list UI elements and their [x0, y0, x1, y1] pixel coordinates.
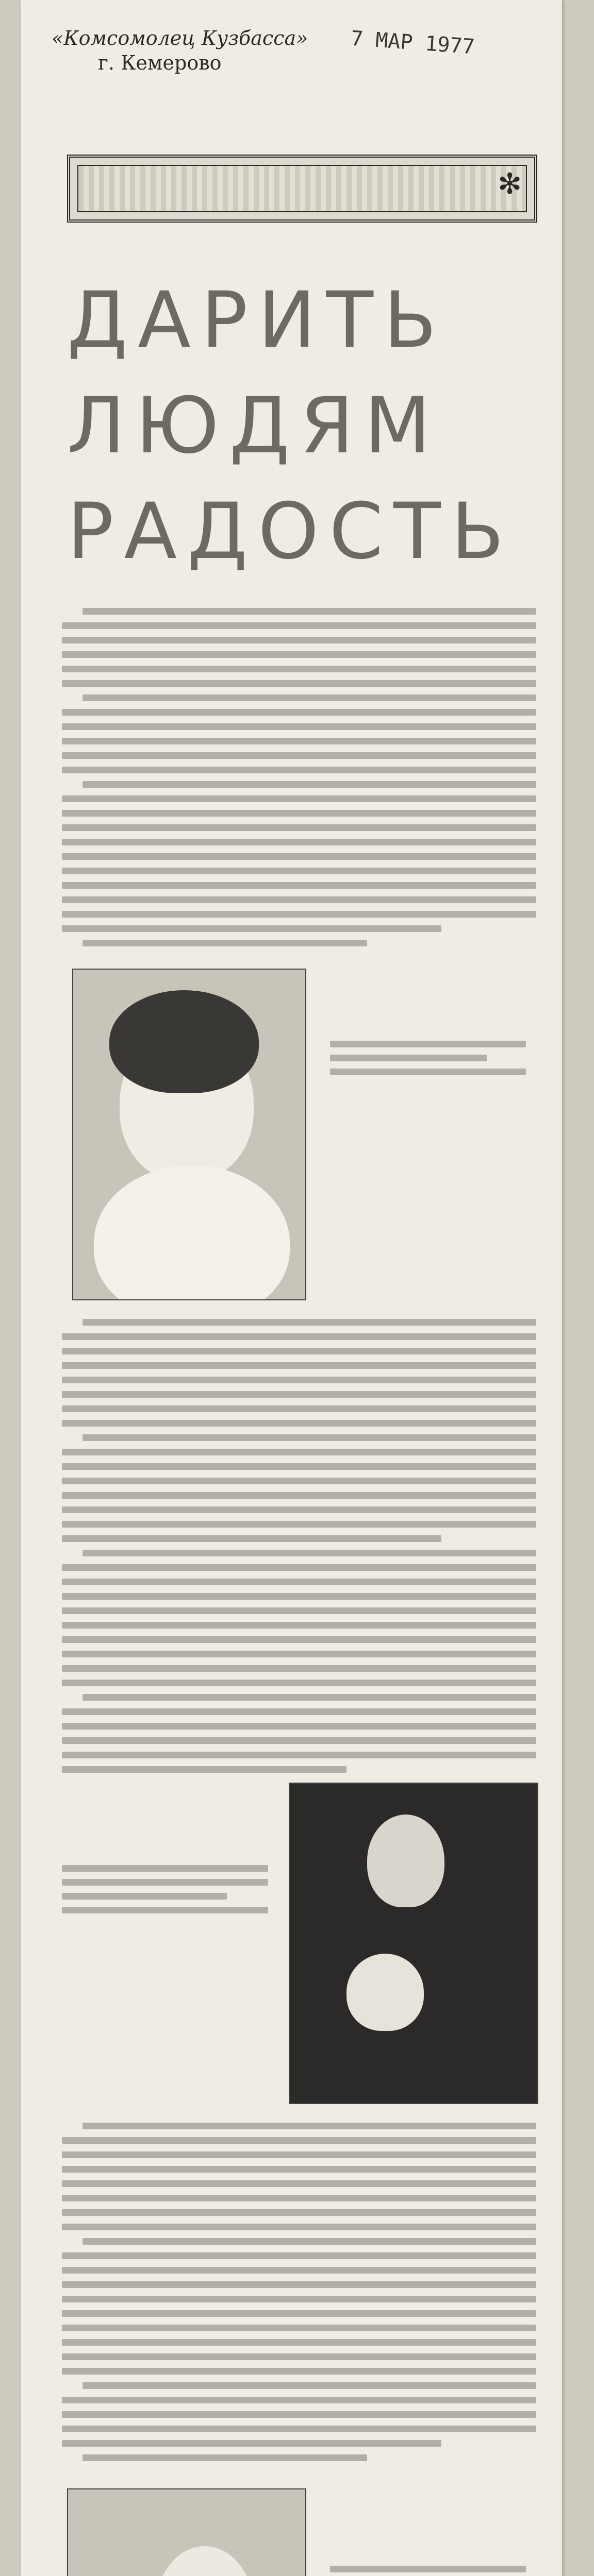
intro-text [62, 608, 536, 954]
portrait-photo-2 [289, 1783, 538, 2104]
photo-caption-2 [62, 1865, 268, 1921]
interview-1-text [62, 1319, 536, 1781]
newspaper-name: «Комсомолец Кузбасса» [52, 27, 308, 49]
headline-line: ДАРИТЬ [67, 276, 447, 365]
headline-line: РАДОСТЬ [67, 487, 515, 577]
headline-line: ЛЮДЯМ [67, 381, 441, 471]
rubric-banner [67, 155, 537, 223]
photo-caption-3 [330, 2566, 526, 2576]
masthead [52, 26, 309, 75]
date-stamp: 7 МАР 1977 [350, 26, 476, 59]
article-headline [67, 268, 531, 585]
rubric-lettering-graphic [77, 165, 527, 212]
photo-caption-1 [330, 1041, 526, 1082]
newspaper-clipping [21, 0, 562, 2576]
interview-2-text [62, 2123, 536, 2469]
portrait-photo-3 [67, 2488, 306, 2576]
snowflake-icon: ✻ [498, 167, 522, 201]
newspaper-city: г. Кемерово [98, 52, 222, 74]
portrait-photo-1 [72, 969, 306, 1300]
